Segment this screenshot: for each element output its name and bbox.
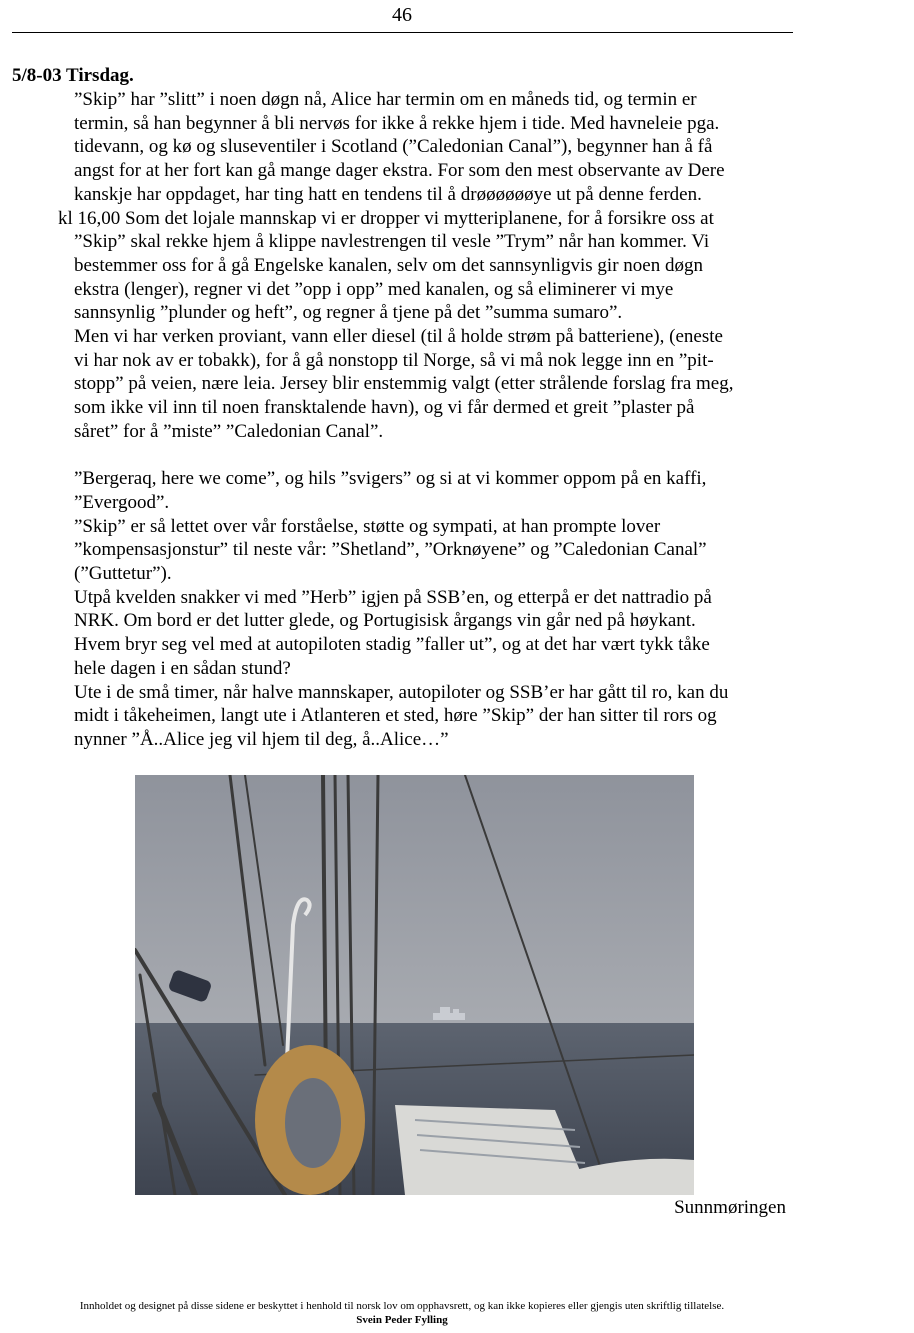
body-line: ”Skip” er så lettet over vår forståelse, støtte og sympati, at han prompte lover: [74, 515, 661, 537]
body-line: (”Guttetur”).: [74, 563, 172, 585]
page-number: 46: [392, 4, 412, 26]
body-line: kanskje har oppdaget, har ting hatt en tendens til å drøøøøøøye ut på denne ferden.: [74, 183, 702, 205]
body-line: Men vi har verken proviant, vann eller diesel (til å holde strøm på batteriene), (eneste: [74, 326, 723, 348]
body-line: nynner ”Å..Alice jeg vil hjem til deg, å..Alice…”: [74, 728, 449, 750]
body-line: midt i tåkeheimen, langt ute i Atlanteren et sted, høre ”Skip” der han sitter til rors og: [74, 705, 717, 727]
body-line: ”Bergeraq, here we come”, og hils ”svigers” og si at vi kommer oppom på en kaffi,: [74, 468, 707, 490]
body-line: ”kompensasjonstur” til neste vår: ”Shetland”, ”Orknøyene” og ”Caledonian Canal”: [74, 539, 707, 561]
entry-date-heading: 5/8-03 Tirsdag.: [12, 65, 134, 86]
footer: [0, 1299, 804, 1327]
body-line: Ute i de små timer, når halve mannskaper, autopiloter og SSB’er har gått til ro, kan du: [74, 681, 729, 703]
body-line: ”Skip” skal rekke hjem å klippe navlestrengen til vesle ”Trym” når han kommer. Vi: [74, 231, 710, 253]
body-line: vi har nok av er tobakk), for å gå nonstopp til Norge, så vi må nok legge inn en ”pit-: [74, 349, 714, 371]
body-line: tidevann, og kø og sluseventiler i Scotland (”Caledonian Canal”), begynner han å få: [74, 136, 713, 158]
sky: [135, 775, 694, 1025]
sailboat-fog-photo: [135, 775, 694, 1195]
photo-caption: Sunnmøringen: [674, 1197, 786, 1218]
entry-body: [58, 88, 796, 752]
body-line: NRK. Om bord er det lutter glede, og Portugisisk årgangs vin går ned på høykant.: [74, 610, 696, 632]
photo-illustration: [135, 775, 694, 1195]
body-line: ”Skip” har ”slitt” i noen døgn nå, Alice har termin om en måneds tid, og termin er: [74, 89, 697, 110]
body-line: ”Evergood”.: [74, 491, 170, 513]
body-line: hele dagen i en sådan stund?: [74, 657, 291, 679]
copyright-notice: Innholdet og designet på disse sidene er beskyttet i henhold til norsk lov om opphavsrett, og kan ikke kopieres eller gjengis uten skriftlig tillatelse.: [79, 1300, 725, 1312]
body-line: angst for at her fort kan gå mange dager ekstra. For som den mest observante av Dere: [74, 160, 725, 182]
body-line: kl 16,00 Som det lojale mannskap vi er dropper vi mytteriplanene, for å forsikre oss at: [58, 207, 714, 229]
body-line: Hvem bryr seg vel med at autopiloten stadig ”faller ut”, og at det har vært tykk tåke: [74, 634, 710, 656]
body-line: sannsynlig ”plunder og heft”, og regner å tjene på det ”summa sumaro”.: [74, 302, 623, 324]
body-line: termin, så han begynner å bli nervøs for ikke å rekke hjem i tide. Med havneleie pga.: [74, 112, 720, 134]
body-line: såret” for å ”miste” ”Caledonian Canal”.: [74, 420, 384, 442]
blank-line: [74, 444, 796, 468]
body-line: stopp” på veien, nære leia. Jersey blir enstemmig valgt (etter strålende forslag fra meg,: [74, 373, 734, 395]
header-rule: [12, 32, 793, 33]
body-line: ekstra (lenger), regner vi det ”opp i opp” med kanalen, og så eliminerer vi mye: [74, 278, 674, 300]
body-line: som ikke vil inn til noen fransktalende havn), og vi får dermed et greit ”plaster på: [74, 397, 695, 419]
author-name: Svein Peder Fylling: [356, 1314, 448, 1326]
body-line: Utpå kvelden snakker vi med ”Herb” igjen på SSB’en, og etterpå er det nattradio på: [74, 586, 712, 608]
body-line: bestemmer oss for å gå Engelske kanalen, selv om det sannsynligvis gir noen døgn: [74, 254, 703, 276]
